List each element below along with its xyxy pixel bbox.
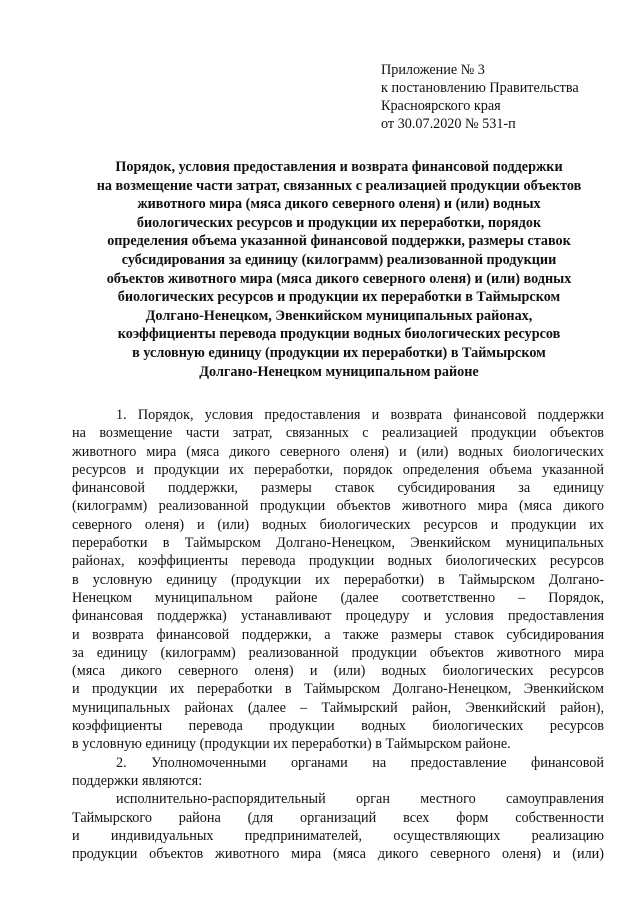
paragraph-1-line: районах, коэффициенты перевода продукции водных биологических ресурсов bbox=[72, 553, 604, 570]
paragraph-1-line: муниципальных районах (далее – Таймырский район, Эвенкийский район), bbox=[72, 699, 604, 716]
paragraph-1-line: ресурсов и продукции их переработки, порядок определения объема указанной bbox=[72, 461, 604, 478]
title-line: определения объема указанной финансовой поддержки, размеры ставок bbox=[107, 233, 571, 250]
title-line: животного мира (мяса дикого северного оленя) и (или) водных bbox=[137, 196, 541, 213]
paragraph-1-line: и продукции их переработки в Таймырском Долгано-Ненецком, Эвенкийском bbox=[72, 681, 604, 698]
paragraph-1-line: в условную единицу (продукции их переработки) в Таймырском Долгано- bbox=[72, 571, 604, 588]
attachment-line: Приложение № 3 bbox=[381, 62, 485, 78]
paragraph-3-line: Таймырского района (для организаций всех форм собственности bbox=[72, 809, 604, 826]
attachment-header bbox=[381, 61, 631, 133]
paragraph-1-line: финансовой поддержки, размеры ставок субсидирования за единицу bbox=[72, 480, 604, 497]
paragraph-1-line: на возмещение части затрат, связанных с реализацией продукции объектов bbox=[72, 425, 604, 442]
title-line: биологических ресурсов и продукции их переработки в Таймырском bbox=[117, 289, 561, 306]
title-line: биологических ресурсов и продукции их переработки, порядок bbox=[136, 214, 542, 231]
title-line: Порядок, условия предоставления и возврата финансовой поддержки bbox=[115, 159, 563, 175]
title-line: на возмещение части затрат, связанных с реализацией продукции объектов bbox=[96, 177, 582, 194]
attachment-line: от 30.07.2020 № 531-п bbox=[381, 116, 516, 132]
paragraph-1-line: за единицу (килограмм) реализованной продукции объектов животного мира bbox=[72, 644, 604, 661]
paragraph-2-line: 2. Уполномоченными органами на предоставление финансовой bbox=[116, 754, 604, 771]
document-body bbox=[72, 406, 604, 863]
attachment-line: Красноярского края bbox=[381, 98, 501, 114]
paragraph-1-line: (мяса дикого северного оленя) и (или) водных биологических ресурсов bbox=[72, 663, 604, 680]
attachment-line: к постановлению Правительства bbox=[381, 80, 579, 96]
document-title bbox=[60, 158, 618, 381]
paragraph-3-line: и индивидуальных предпринимателей, осуществляющих реализацию bbox=[72, 827, 604, 844]
paragraph-1-line: финансовая поддержка) устанавливают процедуру и условия предоставления bbox=[72, 608, 604, 625]
paragraph-2-line: поддержки являются: bbox=[72, 772, 203, 789]
title-line: Долгано-Ненецком муниципальном районе bbox=[199, 363, 479, 380]
paragraph-1-line: (килограмм) реализованной продукции объектов животного мира (мяса дикого bbox=[72, 498, 604, 515]
paragraph-1-line: животного мира (мяса дикого северного оленя) и (или) водных биологических bbox=[72, 443, 604, 460]
paragraph-1-line: переработки в Таймырском Долгано-Ненецком, Эвенкийском муниципальных bbox=[72, 535, 604, 552]
paragraph-1-line: 1. Порядок, условия предоставления и возврата финансовой поддержки bbox=[116, 407, 604, 423]
paragraph-1-line: в условную единицу (продукции их переработки) в Таймырском районе. bbox=[72, 736, 511, 753]
paragraph-1-line: и возврата финансовой поддержки, а также размеры ставок субсидирования bbox=[72, 626, 604, 643]
title-line: в условную единицу (продукции их переработки) в Таймырском bbox=[132, 344, 546, 361]
title-line: субсидирования за единицу (килограмм) реализованной продукции bbox=[121, 251, 557, 268]
paragraph-3-line: продукции объектов животного мира (мяса дикого северного оленя) и (или) bbox=[72, 846, 604, 863]
paragraph-1-line: Ненецком муниципальном районе (далее соответственно – Порядок, bbox=[72, 589, 604, 606]
title-line: коэффициенты перевода продукции водных биологических ресурсов bbox=[117, 326, 561, 343]
paragraph-1-line: северного оленя) и (или) водных биологических ресурсов и продукции их bbox=[72, 516, 604, 533]
paragraph-1-line: коэффициенты перевода продукции водных биологических ресурсов bbox=[72, 718, 604, 735]
paragraph-3-line: исполнительно-распорядительный орган местного самоуправления bbox=[116, 791, 604, 808]
title-line: Долгано-Ненецком, Эвенкийском муниципальных районах, bbox=[145, 307, 533, 324]
title-line: объектов животного мира (мяса дикого северного оленя) и (или) водных bbox=[106, 270, 572, 287]
